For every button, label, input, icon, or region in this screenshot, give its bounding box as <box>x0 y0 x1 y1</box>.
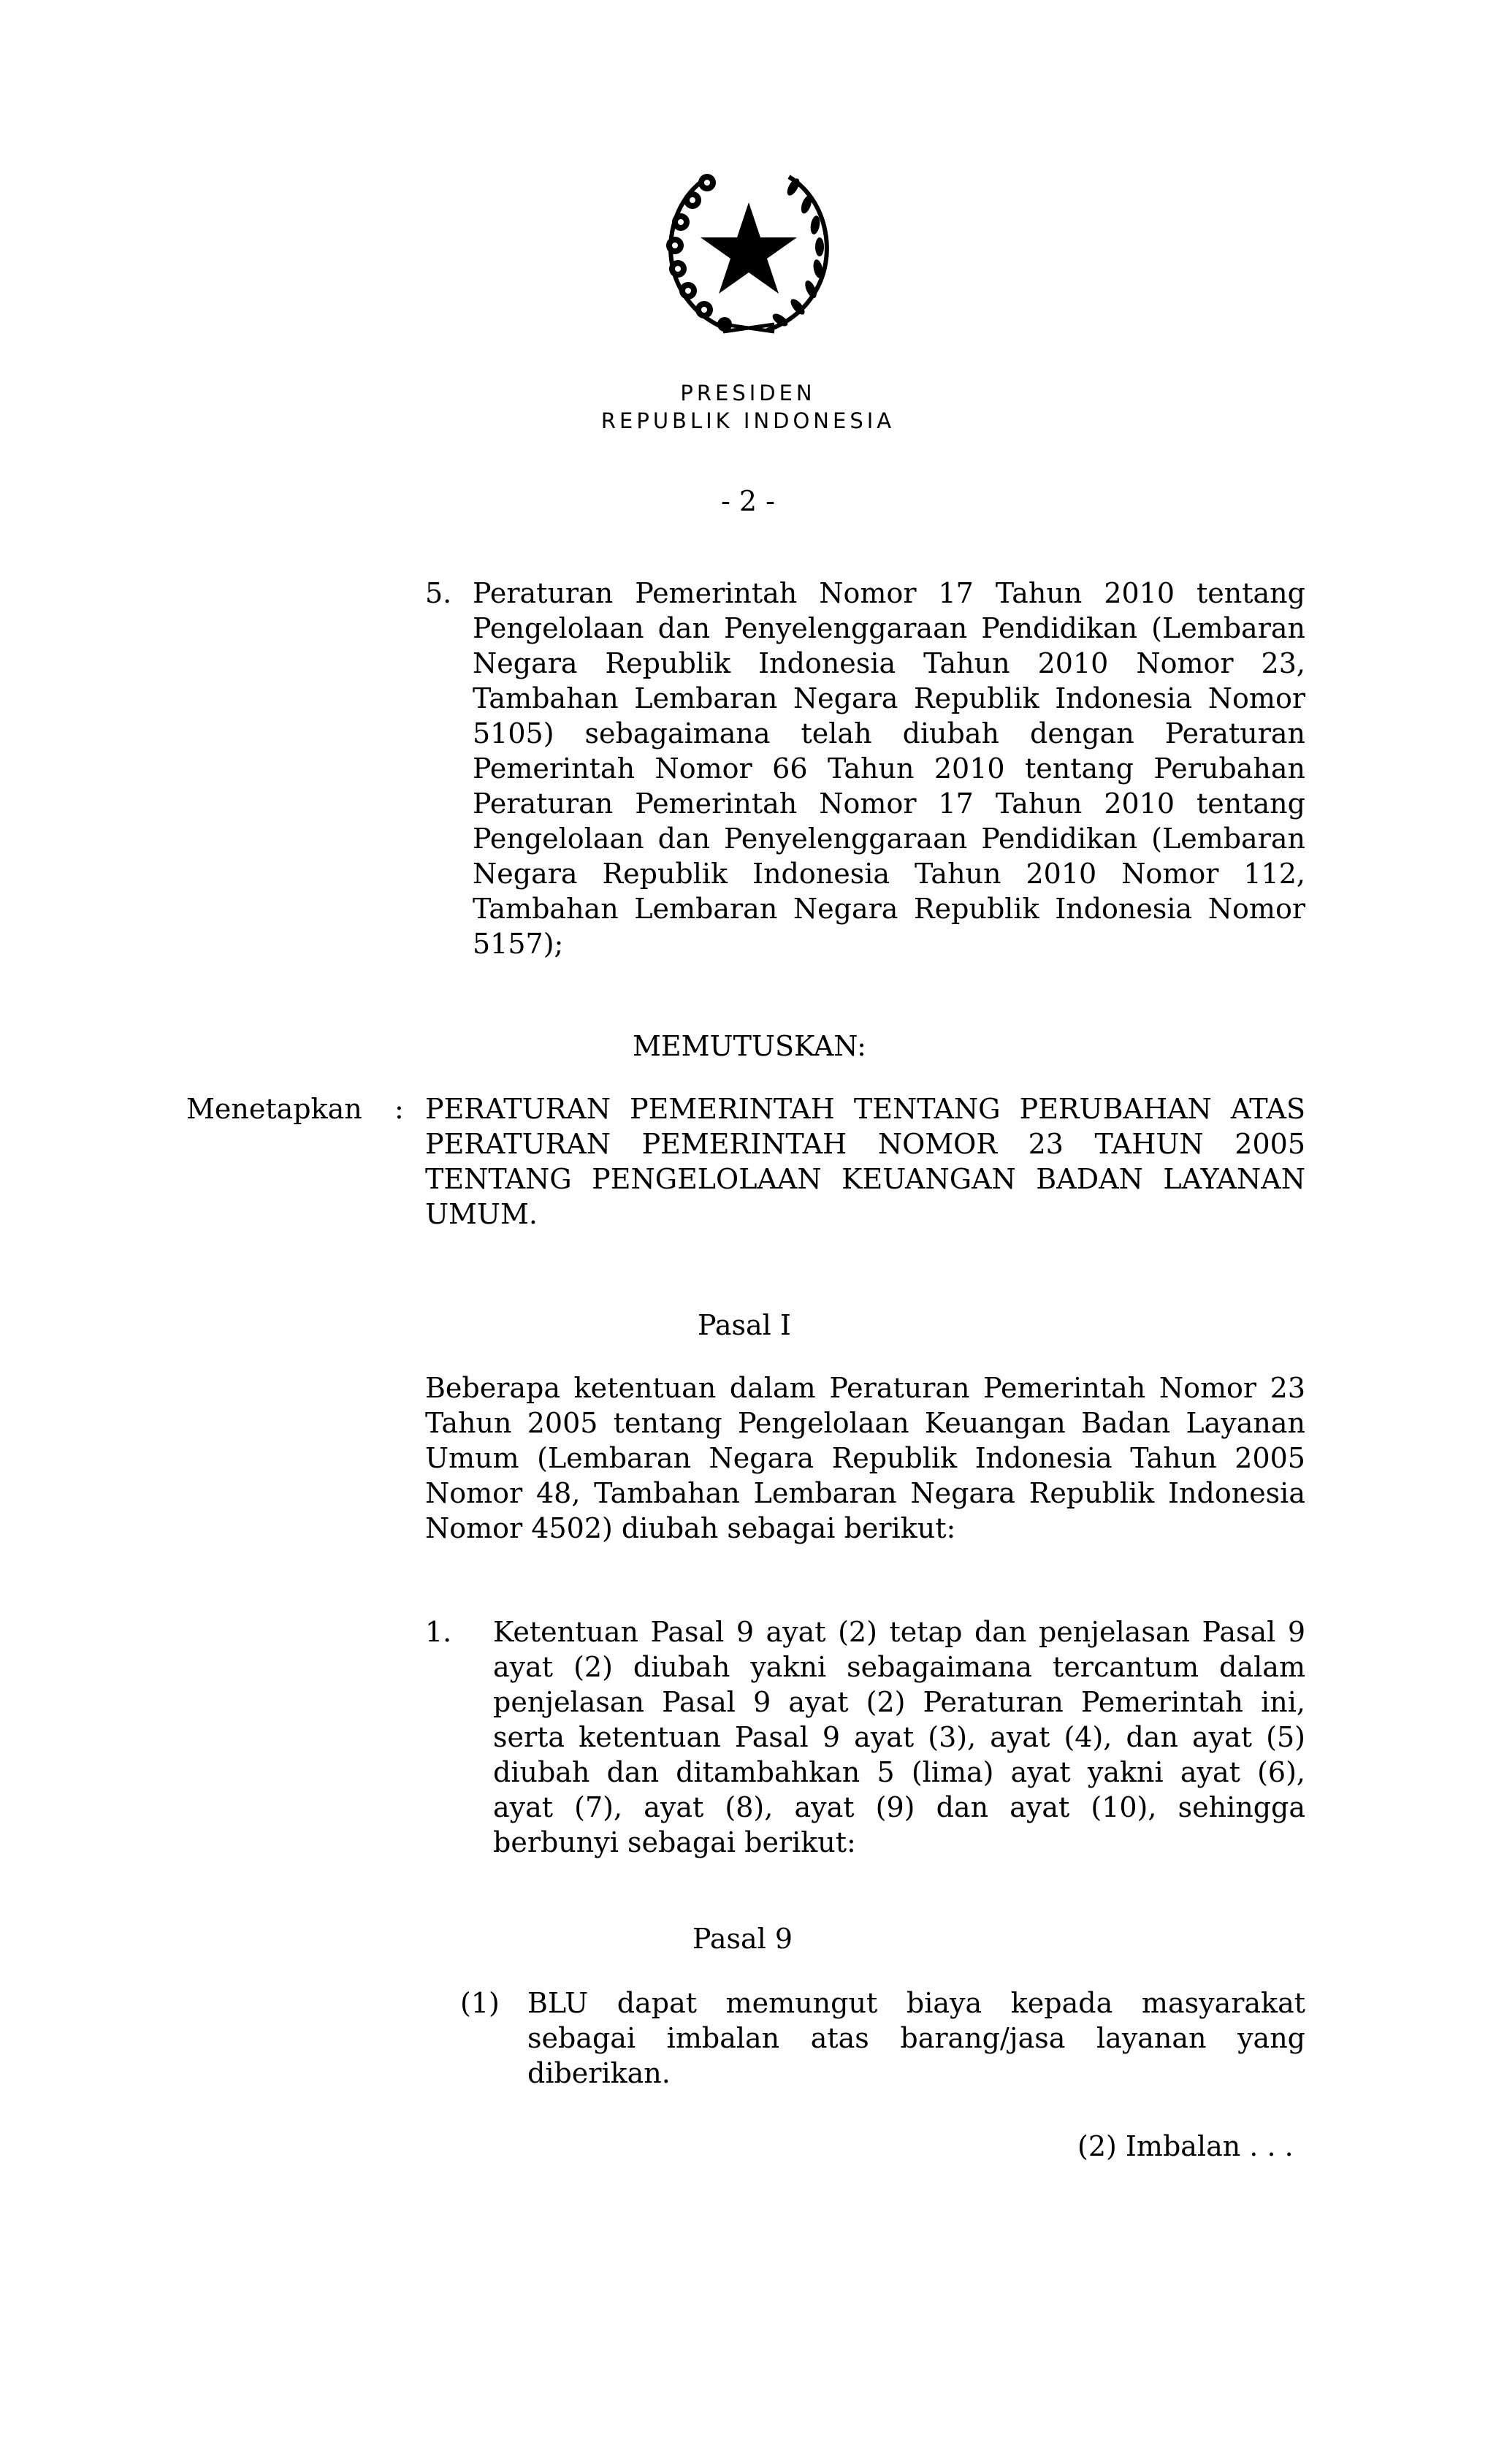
text-line: Tahun 2005 tentang Pengelolaan Keuangan Badan Layanan <box>425 1407 1305 1439</box>
item5-number: 5. <box>425 577 452 609</box>
ayat1-number: (1) <box>460 1987 500 2019</box>
menetapkan-text <box>425 1091 1305 1232</box>
text-line: PERATURAN PEMERINTAH TENTANG PERUBAHAN ATAS <box>425 1093 1305 1125</box>
text-line: 5105) sebagaimana telah diubah dengan Peraturan <box>473 717 1305 750</box>
text-line: BLU dapat memungut biaya kepada masyarakat <box>527 1987 1305 2019</box>
text-line: Tambahan Lembaran Negara Republik Indonesia Nomor <box>473 893 1305 925</box>
text-line: Nomor 48, Tambahan Lembaran Negara Republik Indonesia <box>425 1477 1305 1509</box>
text-line: Tambahan Lembaran Negara Republik Indonesia Nomor <box>473 682 1305 714</box>
footer-continuation: (2) Imbalan . . . <box>1077 2130 1294 2162</box>
menetapkan-colon: : <box>394 1093 404 1125</box>
pasal-i-text <box>425 1370 1305 1546</box>
garuda-star-wreath-emblem-icon <box>650 162 847 341</box>
text-line: Peraturan Pemerintah Nomor 17 Tahun 2010 tentang <box>473 787 1305 820</box>
text-line: Nomor 4502) diubah sebagai berikut: <box>425 1512 956 1544</box>
text-line: sebagai imbalan atas barang/jasa layanan yang <box>527 2022 1305 2054</box>
text-line: Beberapa ketentuan dalam Peraturan Pemerintah Nomor 23 <box>425 1372 1305 1404</box>
ayat1-text <box>527 1986 1305 2091</box>
memutuskan-heading: MEMUTUSKAN: <box>633 1030 866 1062</box>
pasal-i-heading: Pasal I <box>698 1309 791 1341</box>
text-line: Peraturan Pemerintah Nomor 17 Tahun 2010 tentang <box>473 577 1305 609</box>
item1-text <box>493 1614 1305 1860</box>
text-line: 5157); <box>473 928 564 960</box>
text-line: ayat (7), ayat (8), ayat (9) dan ayat (10), sehingga <box>493 1791 1305 1823</box>
header-line-republik-indonesia: REPUBLIK INDONESIA <box>600 408 896 433</box>
text-line: UMUM. <box>425 1198 538 1230</box>
page-number: - 2 - <box>720 485 775 517</box>
item5-text <box>473 576 1305 961</box>
menetapkan-label: Menetapkan <box>186 1093 362 1125</box>
item1-number: 1. <box>425 1616 452 1648</box>
text-line: diberikan. <box>527 2057 671 2089</box>
text-line: berbunyi sebagai berikut: <box>493 1826 856 1858</box>
text-line: diubah dan ditambahkan 5 (lima) ayat yakni ayat (6), <box>493 1756 1305 1788</box>
text-line: Pengelolaan dan Penyelenggaraan Pendidikan (Lembaran <box>473 823 1305 855</box>
header-line-presiden: PRESIDEN <box>680 381 816 405</box>
text-line: Umum (Lembaran Negara Republik Indonesia Tahun 2005 <box>425 1442 1305 1474</box>
text-line: PERATURAN PEMERINTAH NOMOR 23 TAHUN 2005 <box>425 1128 1305 1160</box>
text-line: ayat (2) diubah yakni sebagaimana tercantum dalam <box>493 1651 1305 1683</box>
text-line: Negara Republik Indonesia Tahun 2010 Nomor 112, <box>473 858 1305 890</box>
text-line: serta ketentuan Pasal 9 ayat (3), ayat (4), dan ayat (5) <box>493 1721 1305 1753</box>
text-line: Ketentuan Pasal 9 ayat (2) tetap dan penjelasan Pasal 9 <box>493 1616 1305 1648</box>
text-line: Pemerintah Nomor 66 Tahun 2010 tentang Perubahan <box>473 752 1305 785</box>
pasal-9-heading: Pasal 9 <box>692 1923 793 1955</box>
text-line: Negara Republik Indonesia Tahun 2010 Nomor 23, <box>473 647 1305 679</box>
text-line: Pengelolaan dan Penyelenggaraan Pendidikan (Lembaran <box>473 612 1305 644</box>
text-line: penjelasan Pasal 9 ayat (2) Peraturan Pemerintah ini, <box>493 1686 1305 1718</box>
text-line: TENTANG PENGELOLAAN KEUANGAN BADAN LAYANAN <box>425 1163 1305 1195</box>
